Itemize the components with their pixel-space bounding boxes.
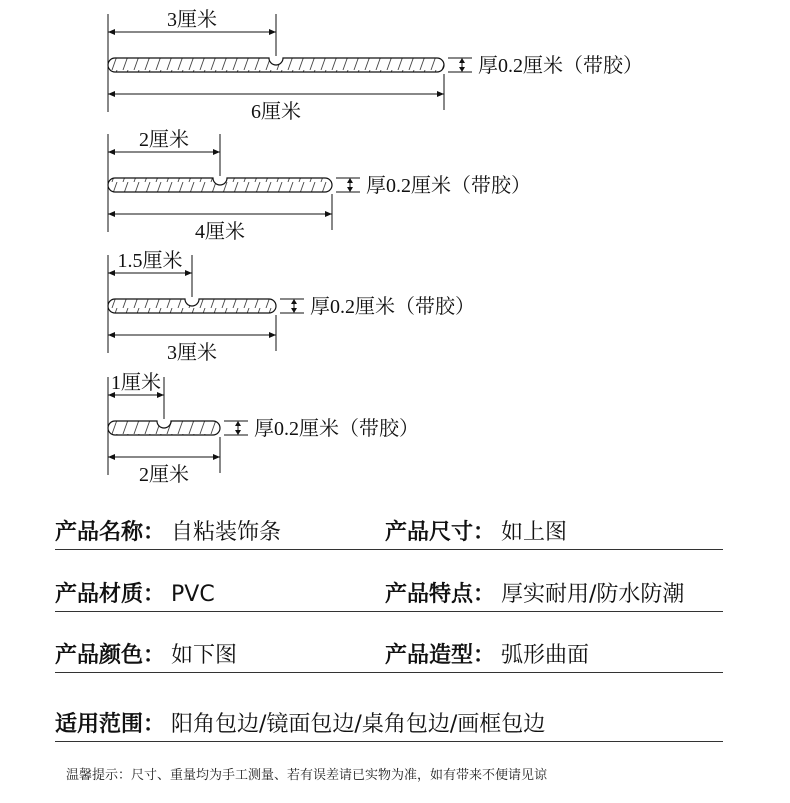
arrow-right (269, 29, 276, 35)
profile-drawing (108, 8, 643, 123)
spec-label: 产品材质： (55, 582, 166, 607)
arrow-left (108, 29, 115, 35)
label-thickness: 厚0.2厘米（带胶） (366, 175, 531, 197)
arrow-left (108, 332, 115, 338)
arrow-left (108, 270, 115, 276)
spec-value: 自粘装饰条 (171, 520, 282, 545)
arrow-down (291, 308, 297, 313)
label-half-width: 2厘米 (139, 129, 189, 151)
spec-row-2 (55, 569, 723, 612)
spec-value: 弧形曲面 (501, 643, 590, 668)
arrow-up (291, 299, 297, 304)
arrow-right (185, 270, 192, 276)
label-full-width: 2厘米 (139, 464, 189, 486)
spec-product-material (55, 577, 215, 608)
spec-value: PVC (171, 582, 215, 607)
arrow-up (459, 58, 465, 63)
arrow-down (459, 67, 465, 72)
label-full-width: 3厘米 (167, 342, 217, 364)
label-half-width: 1厘米 (111, 372, 161, 394)
strip-profile (108, 299, 276, 313)
spec-product-shape (385, 638, 589, 669)
spec-row-3 (55, 630, 723, 673)
arrow-right (213, 149, 220, 155)
spec-row-4 (55, 699, 723, 742)
strip-profile (108, 421, 220, 435)
arrow-right (325, 211, 332, 217)
spec-label: 适用范围： (55, 712, 166, 737)
arrow-left (108, 91, 115, 97)
arrow-up (235, 421, 241, 426)
label-thickness: 厚0.2厘米（带胶） (254, 418, 419, 440)
arrow-left (108, 149, 115, 155)
label-full-width: 4厘米 (195, 221, 245, 243)
arrow-right (213, 454, 220, 460)
arrow-right (269, 332, 276, 338)
spec-value: 阳角包边/镜面包边/桌角包边/画框包边 (171, 712, 546, 737)
spec-value: 如下图 (171, 643, 238, 668)
label-half-width: 3厘米 (167, 9, 217, 31)
label-full-width: 6厘米 (251, 101, 301, 123)
spec-label: 产品颜色： (55, 643, 166, 668)
label-thickness: 厚0.2厘米（带胶） (478, 55, 643, 77)
arrow-down (347, 187, 353, 192)
arrow-up (347, 178, 353, 183)
spec-row-1 (55, 507, 723, 550)
spec-product-name (55, 515, 281, 546)
spec-label: 产品名称： (55, 520, 166, 545)
spec-product-color (55, 638, 237, 669)
arrow-left (108, 454, 115, 460)
profile-drawing (108, 128, 531, 243)
arrow-left (108, 211, 115, 217)
spec-label: 产品尺寸： (385, 520, 496, 545)
strip-profile (108, 178, 332, 192)
arrow-down (235, 430, 241, 435)
profile-drawing (108, 249, 475, 364)
spec-product-size (385, 515, 567, 546)
spec-value: 厚实耐用/防水防潮 (501, 582, 685, 607)
label-half-width: 1.5厘米 (117, 250, 183, 272)
note-text: 温馨提示：尺寸、重量均为手工测量、若有误差请已实物为准，如有带来不便请见谅 (66, 768, 548, 783)
label-thickness: 厚0.2厘米（带胶） (310, 296, 475, 318)
spec-product-features (385, 577, 684, 608)
strip-profile (108, 58, 444, 72)
spec-product-usage (55, 707, 545, 738)
spec-value: 如上图 (501, 520, 568, 545)
arrow-right (437, 91, 444, 97)
spec-label: 产品特点： (385, 582, 496, 607)
profile-drawing (108, 371, 419, 486)
spec-label: 产品造型： (385, 643, 496, 668)
